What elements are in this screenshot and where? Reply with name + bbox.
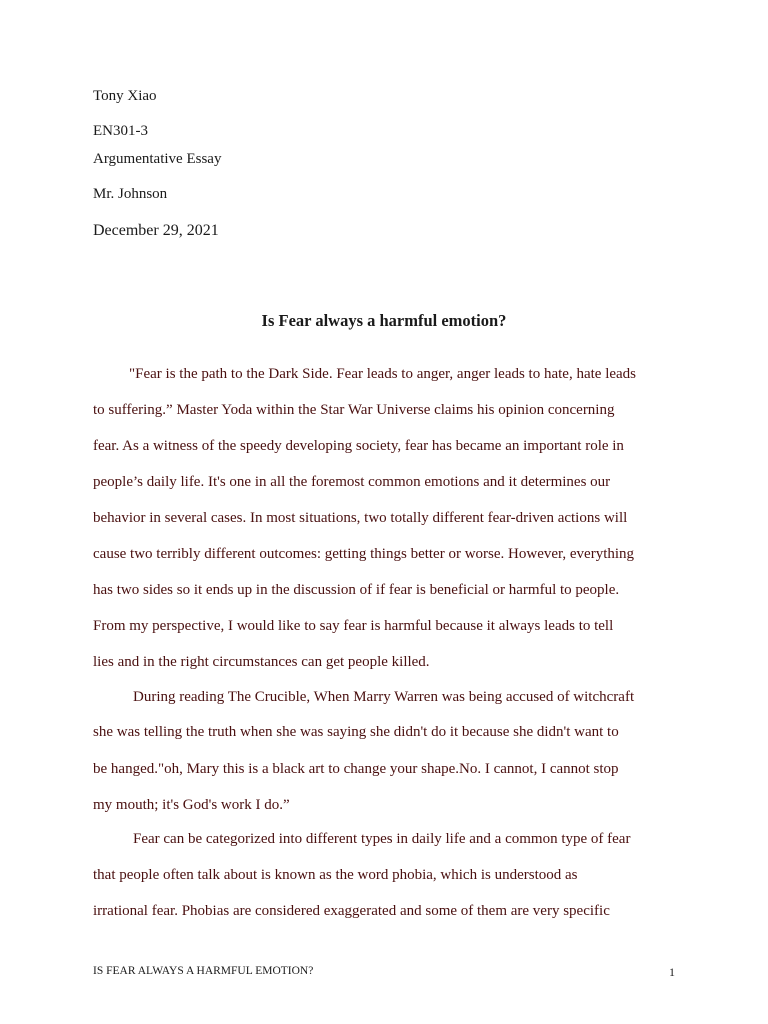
page-number: 1 xyxy=(669,965,675,979)
course-code: EN301-3 xyxy=(93,123,148,139)
essay-date: December 29, 2021 xyxy=(93,222,219,239)
paragraph-line: to suffering.” Master Yoda within the Star War Universe claims his opinion concerning xyxy=(93,402,615,418)
paragraph-line: behavior in several cases. In most situations, two totally different fear-driven actions will xyxy=(93,510,628,526)
paragraph-line: has two sides so it ends up in the discussion of if fear is beneficial or harmful to people. xyxy=(93,582,620,598)
paragraph-line: From my perspective, I would like to say fear is harmful because it always leads to tell xyxy=(93,618,614,634)
author-name: Tony Xiao xyxy=(93,88,157,104)
paragraph-line: she was telling the truth when she was saying she didn't do it because she didn't want to xyxy=(93,724,619,740)
paragraph-line: During reading The Crucible, When Marry Warren was being accused of witchcraft xyxy=(133,689,635,705)
running-head: IS FEAR ALWAYS A HARMFUL EMOTION? xyxy=(93,965,314,977)
paragraph-line: people’s daily life. It's one in all the foremost common emotions and it determines our xyxy=(93,474,611,490)
essay-title: Is Fear always a harmful emotion? xyxy=(261,311,507,330)
paragraph-line: my mouth; it's God's work I do.” xyxy=(93,797,290,813)
paragraph-line: irrational fear. Phobias are considered exaggerated and some of them are very specific xyxy=(93,903,610,919)
paragraph-line: lies and in the right circumstances can get people killed. xyxy=(93,654,430,670)
assignment-type: Argumentative Essay xyxy=(93,151,222,167)
paragraph-line: be hanged."oh, Mary this is a black art to change your shape.No. I cannot, I cannot stop xyxy=(93,761,619,777)
paragraph-line: "Fear is the path to the Dark Side. Fear leads to anger, anger leads to hate, hate leads xyxy=(129,366,637,382)
paragraph-line: fear. As a witness of the speedy developing society, fear has became an important role in xyxy=(93,438,624,454)
paragraph-line: cause two terribly different outcomes: getting things better or worse. However, everything xyxy=(93,546,635,562)
paragraph-line: Fear can be categorized into different types in daily life and a common type of fear xyxy=(133,831,631,847)
teacher-name: Mr. Johnson xyxy=(93,186,168,202)
paragraph-line: that people often talk about is known as the word phobia, which is understood as xyxy=(93,867,578,883)
